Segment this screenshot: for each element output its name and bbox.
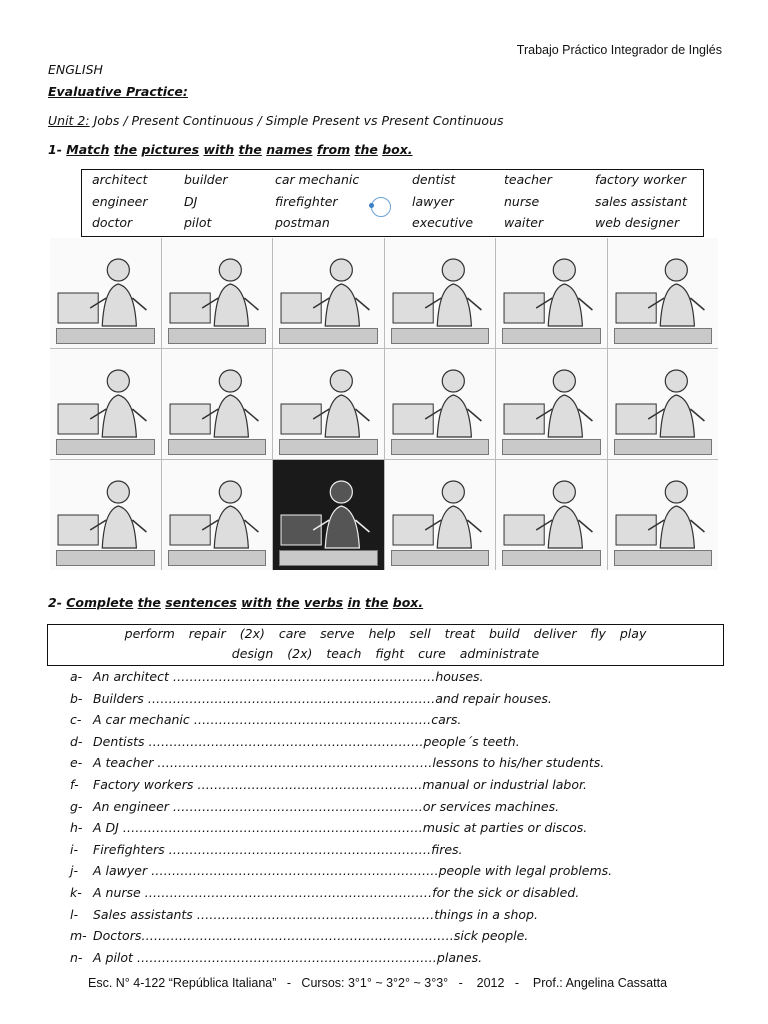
doctor-icon (50, 349, 161, 459)
practice-heading: Evaluative Practice: (48, 84, 188, 99)
sentence-text: A pilot ………………………………………………………………planes. (93, 949, 483, 965)
answer-box[interactable] (56, 328, 155, 344)
names-grid (92, 172, 705, 237)
job-name: DJ (184, 193, 198, 209)
sentence-letter: h- (70, 820, 83, 836)
dj-turntable-icon (273, 460, 384, 570)
sentence-item (70, 925, 612, 947)
answer-box[interactable] (614, 550, 713, 566)
firefighter-icon (496, 460, 607, 570)
job-name: postman (275, 215, 330, 230)
sentence-item (70, 904, 612, 926)
job-name: pilot (184, 215, 212, 230)
sentence-item (70, 774, 612, 796)
sentence-item (70, 709, 612, 731)
header-title: Trabajo Práctico Integrador de Inglés (516, 43, 722, 57)
answer-box[interactable] (168, 550, 267, 566)
pictures-grid (50, 238, 718, 570)
waiter-tray-icon (496, 238, 607, 348)
answer-box[interactable] (614, 328, 713, 344)
sentence-text: Builders ……………………………………………………………and repair houses. (93, 690, 552, 706)
sentence-text: Dentists …………………………………………………………people´s teeth. (93, 733, 520, 749)
answer-box[interactable] (391, 550, 490, 566)
sentence-item (70, 860, 612, 882)
job-name: doctor (92, 215, 133, 230)
subject-heading: ENGLISH (48, 62, 103, 77)
postman-icon (273, 349, 384, 459)
job-name: nurse (504, 193, 540, 209)
answer-box[interactable] (391, 328, 490, 344)
sentence-text: Factory workers ………………………………………………manual or industrial labor. (93, 776, 587, 792)
verbs-box (47, 624, 724, 666)
sentence-text: Sales assistants …………………………………………………things in a shop. (93, 906, 538, 922)
verbs-row-1: perform repair (2x) care serve help sell treat build deliver fly play (124, 626, 647, 641)
job-name: firefighter (275, 193, 338, 209)
answer-box[interactable] (279, 328, 378, 344)
sentence-item (70, 688, 612, 710)
unit-heading (48, 113, 504, 128)
engineer-drawing-table-icon (162, 460, 273, 570)
sentence-text: An architect ………………………………………………………houses. (93, 669, 484, 684)
sentence-item (70, 839, 612, 861)
sentence-letter: k- (70, 884, 82, 900)
sentence-letter: n- (70, 949, 83, 965)
exercise1-title: 1- Match the pictures with the names from the box. (48, 142, 413, 157)
answer-box[interactable] (168, 439, 267, 455)
unit-text: Jobs / Present Continuous / Simple Present vs Present Continuous (89, 113, 504, 128)
job-name: waiter (504, 215, 544, 230)
lawyer-court-icon (385, 460, 496, 570)
teacher-board-icon (385, 238, 496, 348)
names-box (81, 169, 704, 237)
answer-box[interactable] (279, 550, 378, 566)
radio-dot-icon (371, 197, 391, 217)
sentence-text: A nurse ……………………………………………………………for the sick or disabled. (93, 884, 580, 900)
builders-icon (162, 238, 273, 348)
sentence-item (70, 796, 612, 818)
sentence-item (70, 817, 612, 839)
sentence-letter: d- (70, 733, 83, 749)
nurse-icon (608, 238, 719, 348)
job-name: architect (92, 172, 148, 187)
sentence-text: A car mechanic …………………………………………………cars. (93, 712, 462, 728)
sentence-item (70, 666, 612, 688)
sentence-text: A lawyer ……………………………………………………………people with legal problems. (93, 863, 613, 879)
sentences-list (70, 666, 612, 968)
answer-box[interactable] (502, 328, 601, 344)
job-name: dentist (412, 172, 456, 187)
sentence-text: A teacher …………………………………………………………lessons to his/her students. (93, 755, 605, 771)
factory-workers-icon (608, 460, 719, 570)
dentist-icon (162, 349, 273, 459)
car-mechanic-icon (608, 349, 719, 459)
sentence-letter: i- (70, 841, 78, 857)
job-name: builder (184, 172, 228, 187)
sentence-letter: m- (70, 928, 87, 944)
exercise2-title: 2- Complete the sentences with the verbs in the box. (48, 595, 424, 610)
sentence-letter: l- (70, 906, 78, 922)
unit-label: Unit 2: (48, 113, 90, 128)
pilot-plane-icon (385, 349, 496, 459)
sentence-text: Firefighters ………………………………………………………fires. (93, 841, 463, 857)
answer-box[interactable] (168, 328, 267, 344)
answer-box[interactable] (56, 439, 155, 455)
job-name: web designer (595, 215, 680, 230)
sentence-item (70, 947, 612, 969)
answer-box[interactable] (279, 439, 378, 455)
job-name: factory worker (595, 172, 687, 187)
answer-box[interactable] (502, 550, 601, 566)
job-name: sales assistant (595, 193, 687, 209)
answer-box[interactable] (56, 550, 155, 566)
job-name: lawyer (412, 193, 454, 209)
verbs-row-2: design (2x) teach fight cure administrate (231, 646, 540, 661)
sentence-item (70, 882, 612, 904)
executive-charts-icon (50, 460, 161, 570)
job-name: teacher (504, 172, 552, 187)
answer-box[interactable] (614, 439, 713, 455)
sentence-item (70, 752, 612, 774)
job-name: engineer (92, 193, 148, 209)
answer-box[interactable] (502, 439, 601, 455)
job-name: executive (412, 215, 474, 230)
sentence-letter: e- (70, 755, 83, 771)
answer-box[interactable] (391, 439, 490, 455)
architect-drawing-icon (50, 238, 161, 348)
footer: Esc. N° 4-122 “República Italiana” - Cursos: 3°1° ~ 3°2° ~ 3°3° - 2012 - Prof.: Angelina Cassatta (88, 976, 668, 990)
builder-bricks-icon (496, 349, 607, 459)
sentence-letter: f- (70, 776, 79, 792)
sentence-letter: c- (70, 712, 82, 728)
sentence-text: An engineer ……………………………………………………or services machines. (93, 798, 560, 814)
sentence-letter: g- (70, 798, 83, 814)
sentence-letter: b- (70, 690, 83, 706)
sentence-text: Doctors…………………………………………………………………sick people. (93, 928, 529, 944)
web-designer-tablet-icon (273, 238, 384, 348)
sentence-item (70, 731, 612, 753)
sentence-letter: j- (70, 863, 78, 879)
sentence-text: A DJ ………………………………………………………………music at parties or discos. (93, 820, 588, 836)
job-name: car mechanic (275, 172, 360, 187)
sentence-letter: a- (70, 669, 83, 684)
